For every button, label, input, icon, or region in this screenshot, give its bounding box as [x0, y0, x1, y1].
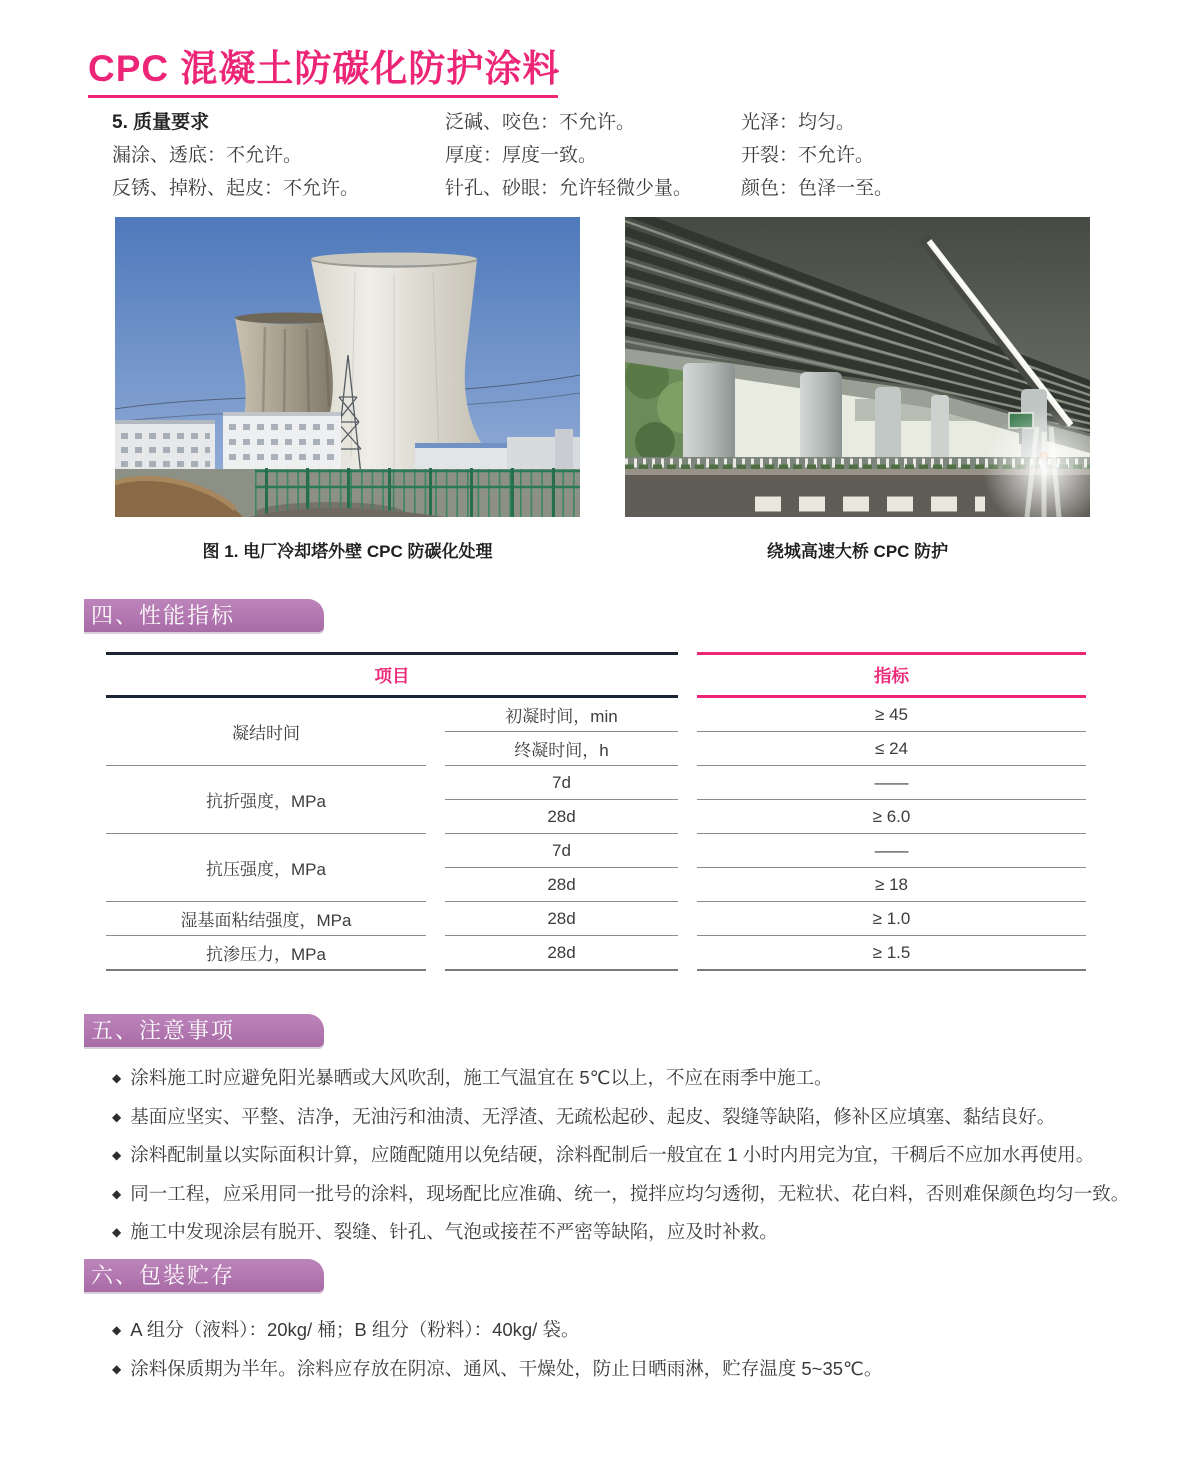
diamond-bullet-icon: ◆ [112, 1148, 122, 1162]
diamond-bullet-icon: ◆ [112, 1361, 122, 1376]
diamond-bullet-icon: ◆ [112, 1071, 122, 1085]
note-text: 涂料配制量以实际面积计算，应随配随用以免结硬，涂料配制后一般宜在 1 小时内用完为宜，干稠后不应加水再使用。 [130, 1144, 1095, 1165]
quality-line: 厚度：厚度一致。 [445, 145, 598, 166]
table-header-item: 项目 [106, 652, 678, 698]
row-sub-cell: 7d [445, 834, 678, 868]
quality-line: 漏涂、透底：不允许。 [112, 145, 303, 166]
row-group-cell: 湿基面粘结强度，MPa [106, 902, 426, 936]
row-sub-cell: 28d [445, 902, 678, 936]
list-item [112, 1176, 1130, 1215]
row-value-cell: ≥ 1.5 [697, 936, 1086, 971]
figure-caption-left: 图 1. 电厂冷却塔外壁 CPC 防碳化处理 [202, 542, 493, 561]
row-value-cell: —— [697, 766, 1086, 800]
diamond-bullet-icon: ◆ [112, 1109, 122, 1124]
section-header-packaging: 六、包装贮存 [84, 1259, 324, 1292]
row-group-cell: 抗压强度，MPa [106, 834, 426, 902]
row-group-cell: 凝结时间 [106, 698, 426, 766]
quality-line: 针孔、砂眼：允许轻微少量。 [445, 178, 693, 199]
row-sub-cell: 7d [445, 766, 678, 800]
row-sub-cell: 初凝时间，min [445, 698, 678, 732]
performance-table [87, 652, 1105, 971]
note-text: 同一工程，应采用同一批号的涂料，现场配比应准确、统一，搅拌应均匀透彻，无粒状、花白料，否则难保颜色均匀一致。 [130, 1182, 1130, 1204]
list-item [112, 1060, 1122, 1099]
row-value-cell: ≤ 24 [697, 732, 1086, 766]
section-header-notes: 五、注意事项 [84, 1014, 324, 1047]
row-value-cell: ≥ 45 [697, 698, 1086, 732]
list-item [112, 1214, 1122, 1253]
table-header-row [106, 652, 1086, 698]
list-item [112, 1137, 1122, 1176]
row-sub-cell: 28d [445, 800, 678, 834]
page-title: CPC 混凝土防碳化防护涂料 [88, 48, 561, 89]
quality-column-1 [112, 106, 445, 205]
figure-caption-right: 绕城高速大桥 CPC 防护 [766, 542, 949, 561]
row-sub-cell: 28d [445, 868, 678, 902]
figure-bridge [625, 217, 1090, 561]
diamond-bullet-icon: ◆ [112, 1323, 122, 1337]
quality-line: 开裂：不允许。 [741, 145, 875, 166]
row-value-cell: ≥ 18 [697, 868, 1086, 902]
note-text: 基面应坚实、平整、洁净，无油污和油渍、无浮渣、无疏松起砂、起皮、裂缝等缺陷，修补区应填塞、黏结良好。 [130, 1105, 1056, 1127]
table-row [106, 902, 1086, 936]
diamond-bullet-icon: ◆ [112, 1186, 122, 1201]
list-item [112, 1099, 1122, 1138]
diamond-bullet-icon: ◆ [112, 1225, 122, 1239]
title-underline [88, 95, 558, 98]
row-value-cell: —— [697, 834, 1086, 868]
note-text: 施工中发现涂层有脱开、裂缝、针孔、气泡或接茬不严密等缺陷，应及时补救。 [130, 1221, 778, 1242]
quality-line: 颜色：色泽一至。 [741, 178, 894, 199]
packaging-text: 涂料保质期为半年。涂料应存放在阴凉、通风、干燥处，防止日晒雨淋，贮存温度 5~35℃。 [130, 1357, 883, 1379]
quality-heading: 5. 质量要求 [112, 112, 210, 133]
row-sub-cell: 终凝时间，h [445, 732, 678, 766]
quality-line: 光泽：均匀。 [741, 112, 856, 133]
notes-list [112, 1060, 1130, 1253]
row-group-cell: 抗渗压力，MPa [106, 936, 426, 971]
table-row [106, 834, 1086, 868]
note-text: 涂料施工时应避免阳光暴晒或大风吹刮，施工气温宜在 5℃以上，不应在雨季中施工。 [130, 1067, 833, 1088]
quality-column-3 [741, 106, 1112, 205]
table-row [106, 698, 1086, 732]
quality-line: 泛碱、咬色：不允许。 [445, 112, 636, 133]
row-value-cell: ≥ 6.0 [697, 800, 1086, 834]
table-row [106, 766, 1086, 800]
packaging-text: A 组分（液料）：20kg/ 桶；B 组分（粉料）：40kg/ 袋。 [130, 1319, 580, 1340]
figure-cooling-towers [115, 217, 580, 561]
cooling-towers-photo [115, 217, 580, 517]
quality-requirements-section [112, 106, 1112, 205]
row-sub-cell: 28d [445, 936, 678, 971]
row-value-cell: ≥ 1.0 [697, 902, 1086, 936]
list-item [112, 1351, 1122, 1390]
bridge-underside-photo [625, 217, 1090, 517]
quality-line: 反锈、掉粉、起皮：不允许。 [112, 178, 360, 199]
row-group-cell: 抗折强度，MPa [106, 766, 426, 834]
section-header-performance: 四、性能指标 [84, 599, 324, 632]
table-row [106, 936, 1086, 971]
list-item [112, 1312, 1122, 1351]
table-header-index: 指标 [697, 652, 1086, 698]
packaging-list [112, 1312, 1122, 1389]
quality-column-2 [445, 106, 741, 205]
